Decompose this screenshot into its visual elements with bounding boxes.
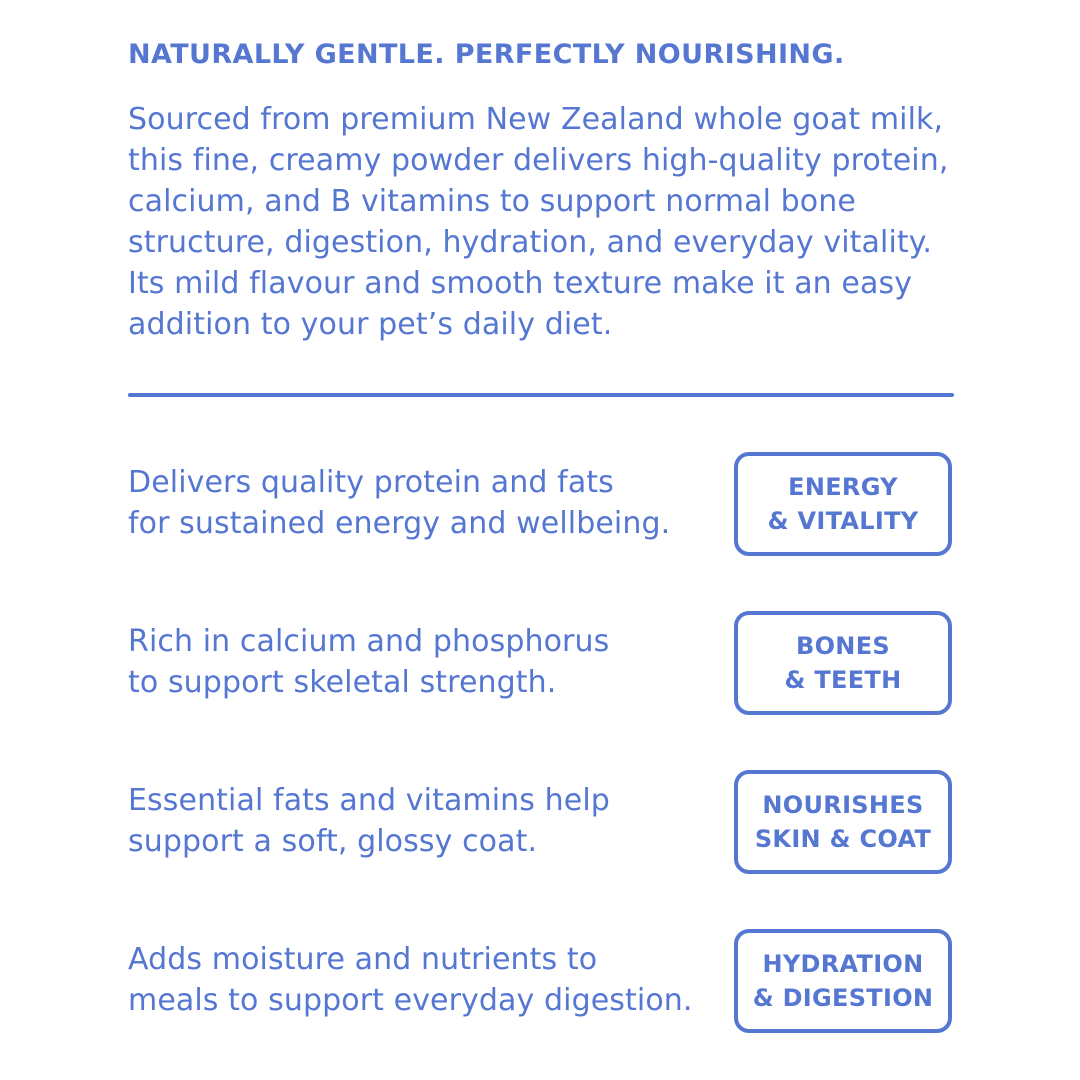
hydration-digestion-badge: [734, 929, 952, 1033]
badge-label-line: ENERGY: [788, 473, 898, 501]
badge-label-line: SKIN & COAT: [754, 825, 932, 853]
benefit-row-energy: [128, 452, 958, 562]
benefit-row-bones: [128, 611, 958, 721]
benefit-description-line: Delivers quality protein and fats: [128, 465, 614, 500]
badge-label-line: HYDRATION: [762, 950, 924, 978]
benefit-description-line: to support skeletal strength.: [128, 665, 557, 700]
intro-paragraph: Sourced from premium New Zealand whole goat milk, this fine, creamy powder delivers high-quality protein, calcium, and B vitamins to support normal bone structure, digestion, hydration, and everyday vitality. Its mild flavour and smooth texture make it an easy addition to your pet’s daily diet.: [128, 102, 949, 342]
benefit-description-line: Rich in calcium and phosphorus: [128, 624, 610, 659]
badge-label-line: & DIGESTION: [752, 984, 934, 1012]
benefit-row-hydration: [128, 929, 958, 1039]
bones-teeth-badge: [734, 611, 952, 715]
page-title: NATURALLY GENTLE. PERFECTLY NOURISHING.: [128, 39, 845, 70]
badge-label-line: & VITALITY: [767, 507, 919, 535]
badge-label-line: BONES: [796, 632, 890, 660]
badge-label-line: & TEETH: [784, 666, 902, 694]
benefit-description-line: Adds moisture and nutrients to: [128, 942, 598, 977]
benefit-description: [128, 462, 718, 544]
benefit-description-line: for sustained energy and wellbeing.: [128, 506, 671, 541]
badge-label-line: NOURISHES: [762, 791, 924, 819]
benefit-description: [128, 939, 718, 1021]
benefit-description-line: meals to support everyday digestion.: [128, 983, 693, 1018]
skin-coat-badge: [734, 770, 952, 874]
benefit-row-coat: [128, 770, 958, 880]
benefit-description-line: Essential fats and vitamins help: [128, 783, 610, 818]
benefit-description: [128, 621, 718, 703]
benefit-description: [128, 780, 718, 862]
benefit-description-line: support a soft, glossy coat.: [128, 824, 538, 859]
energy-vitality-badge: [734, 452, 952, 556]
section-divider: [128, 393, 954, 397]
